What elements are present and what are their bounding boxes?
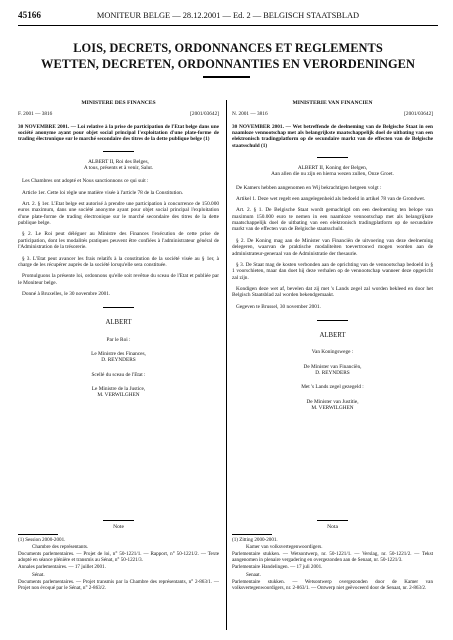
minister-name: M. VERWILGHEN bbox=[311, 404, 354, 411]
title-underline bbox=[203, 76, 250, 78]
signature-block bbox=[18, 320, 219, 398]
footnote-line: Annales parlementaires. — 17 juillet 2001. bbox=[18, 564, 106, 571]
footnote-line: Documents parlementaires. — Projet de loi, n° 50-1221/1. — Rapport, n° 50-1221/2. — Texte adopté en séance plénière et transmis au Sénat, n° 50-1221/3. bbox=[18, 551, 219, 564]
minister-name: M. VERWILGHEN bbox=[97, 392, 140, 399]
running-title: MONITEUR BELGE — 28.12.2001 — Ed. 2 — BELGISCH STAATSBLAD bbox=[96, 11, 360, 20]
title-fr: LOIS, DECRETS, ORDONNANCES ET REGLEMENTS bbox=[73, 41, 383, 55]
footnote-rule bbox=[18, 534, 58, 535]
divider bbox=[317, 520, 348, 521]
footnote-line: Sénat. bbox=[32, 571, 45, 578]
signature-title: ALBERT bbox=[319, 331, 346, 339]
given-at: Gegeven te Brussel, 30 november 2001. bbox=[236, 303, 321, 310]
signature-par: Van Koningswege : bbox=[311, 349, 354, 356]
footnote-rule bbox=[232, 534, 272, 535]
notes-french bbox=[18, 520, 219, 592]
ministry-heading: MINISTERE DES FINANCES bbox=[81, 100, 156, 106]
signature-minister-justice bbox=[232, 399, 433, 412]
section-titles bbox=[18, 41, 438, 72]
signature-block bbox=[232, 333, 433, 411]
footnote-line: Documents parlementaires. — Projet transmis par la Chambre des représentants, n° 2-863/1. — Projet non évoqué par le Sénat, n° 2-863/2. bbox=[18, 578, 219, 591]
promulgation: Kondigen deze wet af, bevelen dat zij met 's Lands zegel zal worden bekleed en door het Belgisch Staatsblad zal worden bekendgemaakt. bbox=[232, 285, 433, 299]
footnote-line: Parlementaire stukken. — Wetsontwerp, nr. 50-1221/1. — Verslag, nr. 50-1221/2. — Tekst aangenomen in plenaire vergadering en overgezonden aan de Senaat, nr. 50-1221/3. bbox=[232, 551, 433, 564]
reference-number: F. 2001 — 3816 bbox=[18, 111, 53, 118]
signature-minister-finance bbox=[18, 351, 219, 364]
header-rule bbox=[18, 25, 438, 26]
note-title: Nota bbox=[327, 524, 338, 530]
minister-name: D. REYNDERS bbox=[315, 369, 350, 376]
adoption-text: De Kamers hebben aangenomen en Wij bekrachtigen hetgeen volgt : bbox=[236, 184, 382, 191]
notes-dutch bbox=[232, 520, 433, 592]
divider bbox=[103, 520, 134, 521]
signature-par: Par le Roi : bbox=[106, 336, 131, 343]
signature-title: ALBERT bbox=[105, 319, 132, 327]
signature-seal: Scellé du sceau de l'Etat : bbox=[91, 371, 146, 378]
reference-line bbox=[232, 111, 433, 117]
minister-role: De Minister van Financiën, bbox=[303, 363, 362, 370]
signature-seal: Met 's Lands zegel gezegeld : bbox=[301, 384, 364, 391]
article-2-para-1: Art. 2. § 1er. L'Etat belge est autorisé à prendre une participation à concurrence de 150.000 euros maximum, dans une société anonyme ayant pour objet social principal l'exploitation d'une plate-forme de trading électronique sur le marché secondaire des titres de la dette publique belge. bbox=[18, 201, 219, 227]
divider bbox=[317, 157, 348, 158]
footnote-line: Parlementaire stukken. — Wetsontwerp overgezonden door de Kamer van volksvertegenwoordigers, nr. 2-863/1. — Ontwerp niet geëvoceerd door de Senaat, nr. 2-863/2. bbox=[232, 578, 433, 591]
reference-line bbox=[18, 111, 219, 117]
signature-minister-finance bbox=[232, 364, 433, 377]
column-french bbox=[18, 100, 219, 407]
promulgation: Promulguons la présente loi, ordonnons qu'elle soit revêtue du sceau de l'Etat et publiée par le Moniteur belge. bbox=[18, 273, 219, 286]
minister-role: De Minister van Justitie, bbox=[306, 398, 359, 405]
divider bbox=[103, 307, 134, 308]
divider bbox=[103, 151, 134, 152]
adoption-text: Les Chambres ont adopté et Nous sanctionnons ce qui suit : bbox=[22, 178, 149, 185]
footnote-line: (1) Session 2000-2001. bbox=[18, 537, 66, 544]
signature-minister-justice bbox=[18, 386, 219, 399]
article-2-para-2: § 2. De Koning mag aan de Minister van Financiën de uitvoering van deze deelneming delegeren, waarvan de praktische modaliteiten toevertrouwd mogen worden aan de administrateur-generaal van de Administratie der thesaurie. bbox=[232, 237, 433, 257]
reference-code: [2001/03642] bbox=[404, 111, 433, 118]
ministry-heading: MINISTERIE VAN FINANCIEN bbox=[292, 100, 373, 106]
minister-role: Le Ministre de la Justice, bbox=[91, 385, 146, 392]
given-at: Donné à Bruxelles, le 30 novembre 2001. bbox=[22, 290, 111, 297]
king-line: ALBERT II, Koning der Belgen, bbox=[297, 165, 368, 172]
article-2-para-3: § 3. L'Etat peut avancer les frais relatifs à la constitution de la société visée au § 1er, à charge de les récupérer auprès de la société lorsqu'elle sera constituée. bbox=[18, 255, 219, 268]
footnote-line: Parlementaire Handelingen. — 17 juli 2001. bbox=[232, 564, 323, 571]
reference-code: [2001/03642] bbox=[190, 111, 219, 118]
salutation: A tous, présents et à venir, Salut. bbox=[83, 165, 154, 172]
column-separator bbox=[226, 100, 227, 630]
article-1: Artikel 1. Deze wet regelt een aangelegenheid als bedoeld in artikel 78 van de Grondwet. bbox=[236, 196, 426, 203]
decree-title: 30 NOVEMBRE 2001. — Loi relative à la prise de participation de l'Etat belge dans une société anonyme ayant pour objet social principal l'exploitation d'une plate-forme de trading électronique sur le marché secondaire des titres de la dette publique belge (1) bbox=[18, 123, 219, 143]
decree-title: 30 NOVEMBER 2001. — Wet betreffende de deelneming van de Belgische Staat in een naamloze vennootschap met als belangrijkste maatschappelijk doel de uitbating van een elektronisch tradingplatform op de secundaire markt van de effecten van de Belgische staatsschuld (1) bbox=[232, 123, 433, 149]
footnote-line: Kamer van volksvertegenwoordigers. bbox=[246, 544, 323, 551]
article-2-para-1: Art. 2. § 1. De Belgische Staat wordt gemachtigd om een deelneming ten belope van maximum 150.000 euro te nemen in een naamloze vennootschap met als belangrijkste maatschappelijk doel de uitbating van een elektronisch tradingplatform op de secundaire markt van de effecten van de Belgische staatsschuld. bbox=[232, 207, 433, 233]
minister-role: Le Ministre des Finances, bbox=[91, 350, 146, 357]
minister-name: D. REYNDERS bbox=[101, 357, 136, 364]
footnote-line: Chambre des représentants. bbox=[32, 544, 89, 551]
note-title: Note bbox=[113, 524, 124, 530]
salutation: Aan allen die nu zijn en hierna wezen zullen, Onze Groet. bbox=[271, 171, 394, 178]
page-number: 45166 bbox=[18, 10, 41, 20]
article-1: Article 1er. Cette loi règle une matière visée à l'article 78 de la Constitution. bbox=[22, 189, 184, 196]
column-dutch bbox=[232, 100, 433, 419]
king-line: ALBERT II, Roi des Belges, bbox=[88, 158, 149, 165]
reference-number: N. 2001 — 3816 bbox=[232, 111, 268, 118]
page-header bbox=[18, 10, 438, 24]
footnote-line: Senaat. bbox=[246, 571, 261, 578]
divider bbox=[317, 320, 348, 321]
article-2-para-2: § 2. Le Roi peut déléguer au Ministre des Finances l'exécution de cette prise de participation, dont les modalités pratiques peuvent être confiées à l'administrateur général de l'Administration de la trésorerie. bbox=[18, 231, 219, 251]
title-nl: WETTEN, DECRETEN, ORDONNANTIES EN VERORDENINGEN bbox=[41, 56, 415, 71]
footnote-line: (1) Zitting 2000-2001. bbox=[232, 537, 278, 544]
article-2-para-3: § 3. De Staat mag de kosten verbonden aan de oprichting van de vennootschap bedoeld in § 1 voorschieten, maar dan doet hij deze verhalen op de vennootschap wanneer deze opgericht zal zijn. bbox=[232, 261, 433, 281]
